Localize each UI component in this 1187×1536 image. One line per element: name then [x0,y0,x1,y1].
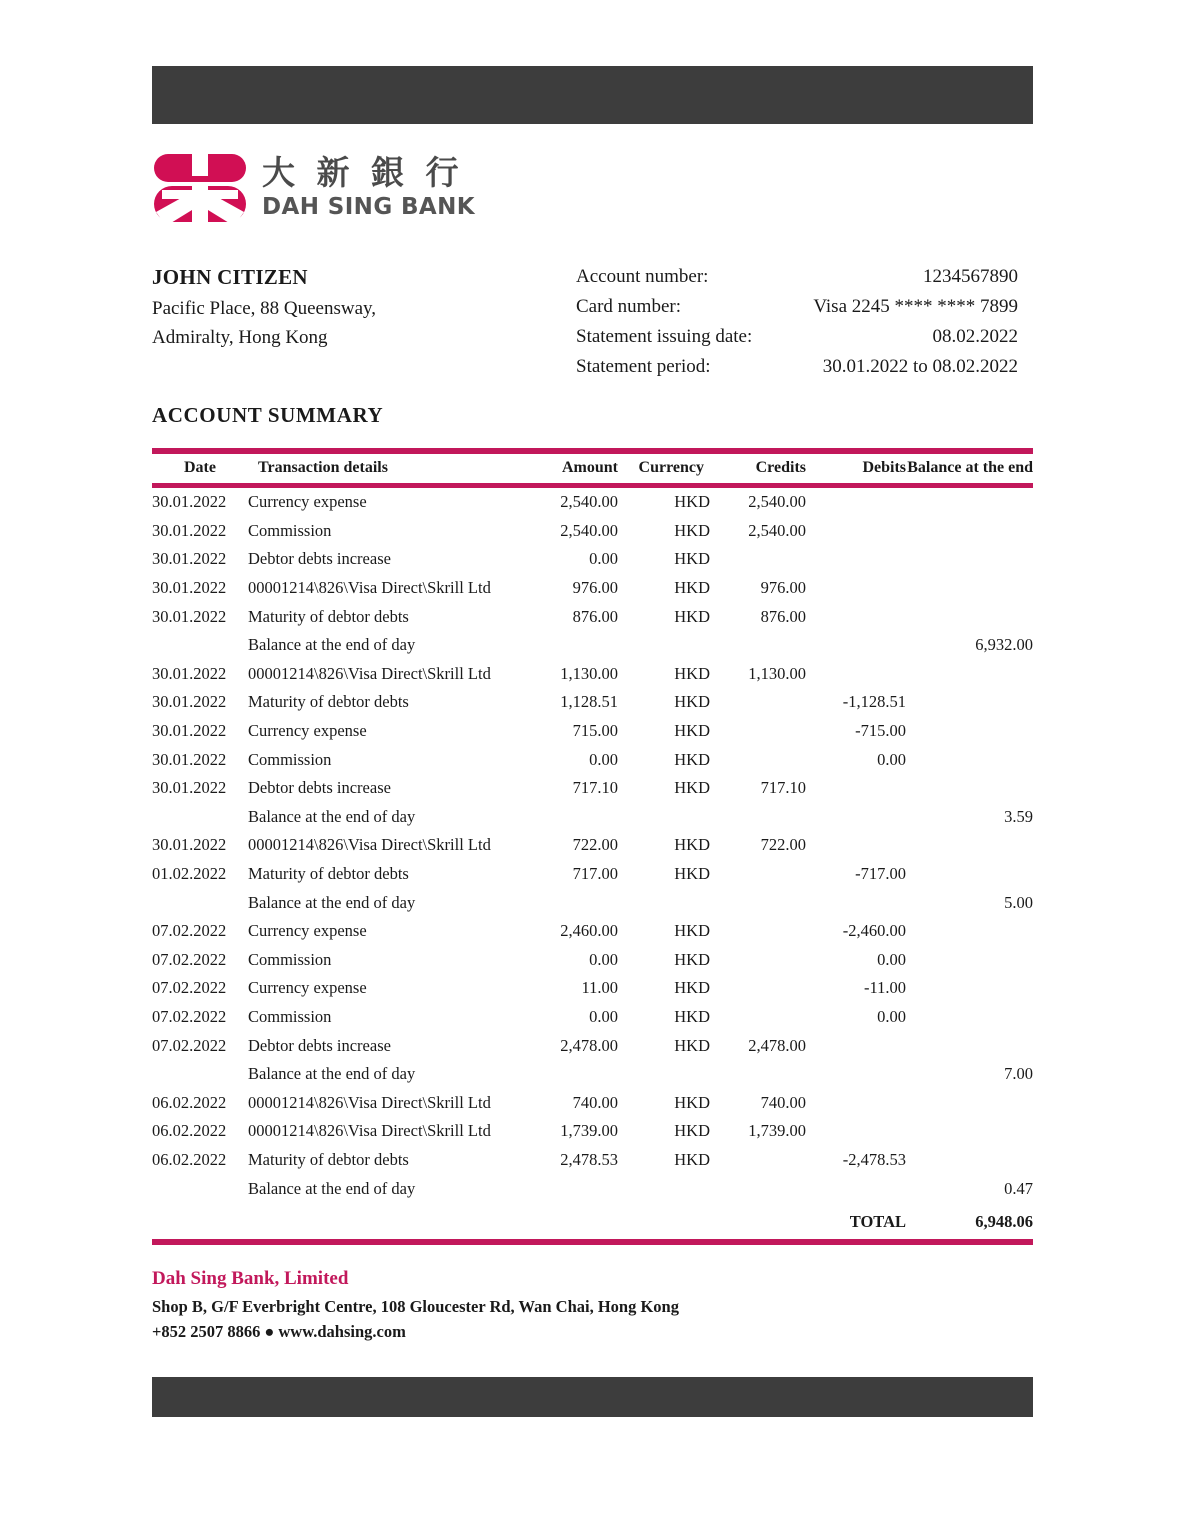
table-row [152,545,1033,574]
table-row [152,1146,1033,1175]
cell-amount: 11.00 [581,978,618,998]
cell-details: Commission [248,949,332,969]
cell-debits [806,1174,906,1203]
card-number-row [576,296,1018,318]
total-spacer-2 [248,1203,510,1239]
header-date: Date [184,459,216,476]
cell-details: 00001214\826\Visa Direct\Skrill Ltd [248,663,491,683]
cell-date: 07.02.2022 [152,978,227,998]
table-row [152,1117,1033,1146]
total-spacer-4 [618,1203,710,1239]
cell-debits [806,602,906,631]
cell-amount [510,888,618,917]
cell-currency [618,1060,710,1089]
cell-balance [906,917,1033,946]
cell-credits: 722.00 [760,835,806,855]
cell-currency: HKD [674,578,710,598]
cell-credits: 876.00 [760,606,806,626]
cell-details: Maturity of debtor debts [248,864,409,884]
cell-amount: 2,540.00 [560,492,618,512]
account-number-value: 1234567890 [923,266,1018,287]
total-spacer-3 [510,1203,618,1239]
cell-debits: -715.00 [855,721,906,741]
cell-debits [806,545,906,574]
cell-credits [710,1146,806,1175]
account-number-row [576,266,1018,288]
footer-website[interactable]: www.dahsing.com [278,1322,406,1341]
cell-details: 00001214\826\Visa Direct\Skrill Ltd [248,578,491,598]
daily-balance-row [152,888,1033,917]
header-amount: Amount [561,459,618,476]
cell-balance [906,717,1033,746]
cell-currency: HKD [674,663,710,683]
table-row [152,946,1033,975]
table-row [152,745,1033,774]
cell-currency: HKD [674,1121,710,1141]
cell-currency: HKD [674,1006,710,1026]
cell-amount: 722.00 [572,835,618,855]
cell-details: Balance at the end of day [248,1064,416,1084]
statement-period-label: Statement period: [576,356,711,377]
cell-debits [806,803,906,832]
cell-credits: 1,130.00 [748,663,806,683]
customer-address-line-1: Pacific Place, 88 Queensway, [152,298,377,319]
cell-balance: 6,932.00 [975,635,1033,655]
cell-debits [806,574,906,603]
cell-amount: 0.00 [589,749,618,769]
cell-balance [906,574,1033,603]
card-number-label: Card number: [576,296,682,317]
account-summary-heading: ACCOUNT SUMMARY [152,403,384,427]
cell-credits [710,974,806,1003]
cell-date [152,803,248,832]
cell-debits [806,1117,906,1146]
cell-debits [806,1060,906,1089]
cell-currency: HKD [674,492,710,512]
cell-debits [806,774,906,803]
table-row [152,717,1033,746]
statement-period-value: 30.01.2022 to 08.02.2022 [822,356,1018,377]
footer-company-name: Dah Sing Bank, Limited [152,1268,349,1289]
cell-amount: 876.00 [572,606,618,626]
cell-date: 30.01.2022 [152,778,227,798]
cell-amount: 2,478.53 [560,1149,618,1169]
cell-details: Currency expense [248,921,367,941]
cell-amount [510,1060,618,1089]
cell-details: Balance at the end of day [248,1178,416,1198]
cell-date: 06.02.2022 [152,1092,227,1112]
cell-date: 07.02.2022 [152,1006,227,1026]
cell-amount: 740.00 [572,1092,618,1112]
cell-currency: HKD [674,1149,710,1169]
header-balance: Balance at the end [907,459,1033,476]
cell-date [152,888,248,917]
total-row [152,1203,1033,1239]
table-row [152,488,1033,517]
cell-credits: 1,739.00 [748,1121,806,1141]
cell-date: 30.01.2022 [152,663,227,683]
cell-balance: 7.00 [1004,1064,1033,1084]
cell-details: Commission [248,520,332,540]
cell-date: 07.02.2022 [152,1035,227,1055]
cell-details: Maturity of debtor debts [248,1149,409,1169]
cell-balance [906,660,1033,689]
total-spacer-1 [152,1203,248,1239]
cell-date: 30.01.2022 [152,749,227,769]
cell-debits: -2,478.53 [842,1149,906,1169]
footer-block [152,1268,852,1347]
cell-balance [906,860,1033,889]
header-details: Transaction details [258,459,388,476]
cell-amount: 1,130.00 [560,663,618,683]
header-credits: Credits [755,459,806,476]
cell-currency: HKD [674,520,710,540]
cell-currency: HKD [674,1092,710,1112]
cell-balance [906,545,1033,574]
table-body [152,488,1033,1203]
cell-amount: 717.00 [572,864,618,884]
cell-currency: HKD [674,835,710,855]
cell-date: 30.01.2022 [152,835,227,855]
total-value: 6,948.06 [975,1211,1033,1231]
cell-amount: 0.00 [589,1006,618,1026]
table-row [152,860,1033,889]
daily-balance-row [152,631,1033,660]
table-row [152,660,1033,689]
cell-amount: 717.10 [572,778,618,798]
cell-credits: 2,478.00 [748,1035,806,1055]
cell-details: Currency expense [248,492,367,512]
cell-credits: 740.00 [760,1092,806,1112]
table-bottom-rule [152,1239,1033,1245]
cell-balance [906,688,1033,717]
bank-logo [152,152,475,224]
cell-currency [618,1174,710,1203]
cell-currency: HKD [674,921,710,941]
cell-amount: 976.00 [572,578,618,598]
table-foot [152,1203,1033,1239]
statement-period-row [576,356,1018,378]
cell-credits [710,745,806,774]
cell-date [152,631,248,660]
cell-balance [906,774,1033,803]
cell-details: Balance at the end of day [248,892,416,912]
table-head [152,454,1033,483]
cell-debits [806,488,906,517]
cell-date: 30.01.2022 [152,549,227,569]
cell-debits [806,1031,906,1060]
cell-currency: HKD [674,721,710,741]
bottom-decorative-band [152,1377,1033,1417]
cell-currency: HKD [674,778,710,798]
cell-date: 30.01.2022 [152,721,227,741]
table-header-row [152,454,1033,483]
customer-details [152,265,552,356]
cell-date: 06.02.2022 [152,1121,227,1141]
cell-details: 00001214\826\Visa Direct\Skrill Ltd [248,1092,491,1112]
cell-currency: HKD [674,949,710,969]
issuing-date-value: 08.02.2022 [932,326,1018,347]
daily-balance-row [152,1060,1033,1089]
logo-english-name: DAH SING BANK [262,194,476,221]
cell-details: Commission [248,1006,332,1026]
cell-balance [906,602,1033,631]
table-row [152,688,1033,717]
cell-currency: HKD [674,1035,710,1055]
account-number-label: Account number: [576,266,709,287]
cell-date: 07.02.2022 [152,949,227,969]
cell-debits: 0.00 [877,1006,906,1026]
cell-currency: HKD [674,749,710,769]
cell-details: 00001214\826\Visa Direct\Skrill Ltd [248,1121,491,1141]
cell-balance [906,517,1033,546]
daily-balance-row [152,1174,1033,1203]
cell-amount [510,1174,618,1203]
cell-currency [618,803,710,832]
footer-contact [152,1322,852,1342]
cell-amount: 0.00 [589,549,618,569]
logo-chinese-name: 大 新 銀 行 [262,153,464,193]
cell-amount: 2,478.00 [560,1035,618,1055]
cell-details: Currency expense [248,721,367,741]
cell-date: 30.01.2022 [152,692,227,712]
footer-address: Shop B, G/F Everbright Centre, 108 Gloucester Rd, Wan Chai, Hong Kong [152,1297,679,1316]
cell-credits [710,1060,806,1089]
cell-details: Balance at the end of day [248,635,416,655]
table-row [152,574,1033,603]
footer-separator-icon: ● [264,1322,275,1341]
cell-details: Balance at the end of day [248,806,416,826]
card-number-value: Visa 2245 **** **** 7899 [813,296,1018,317]
header-debits: Debits [862,459,906,476]
cell-currency [618,888,710,917]
cell-credits [710,888,806,917]
table-row [152,1003,1033,1032]
cell-balance [906,488,1033,517]
table-row [152,602,1033,631]
cell-details: Debtor debts increase [248,778,391,798]
cell-credits [710,688,806,717]
cell-details: Debtor debts increase [248,549,391,569]
cell-date: 07.02.2022 [152,921,227,941]
daily-balance-row [152,803,1033,832]
cell-currency: HKD [674,606,710,626]
logo-text-block [262,155,475,220]
issuing-date-label: Statement issuing date: [576,326,753,347]
customer-address-line-2: Admiralty, Hong Kong [152,327,328,348]
cell-credits: 2,540.00 [748,520,806,540]
cell-amount [510,631,618,660]
cell-amount [510,803,618,832]
footer-phone: +852 2507 8866 [152,1322,261,1341]
cell-credits [710,1174,806,1203]
cell-details: 00001214\826\Visa Direct\Skrill Ltd [248,835,491,855]
table-row [152,1088,1033,1117]
cell-currency: HKD [674,978,710,998]
cell-credits: 2,540.00 [748,492,806,512]
cell-debits: -1,128.51 [842,692,906,712]
cell-debits [806,831,906,860]
table-row [152,774,1033,803]
cell-debits: 0.00 [877,749,906,769]
cell-date: 01.02.2022 [152,864,227,884]
top-decorative-band [152,66,1033,124]
cell-balance [906,974,1033,1003]
table-row [152,517,1033,546]
cell-amount: 2,540.00 [560,520,618,540]
cell-amount: 2,460.00 [560,921,618,941]
transactions-table-wrapper [152,448,1033,1245]
cell-details: Maturity of debtor debts [248,692,409,712]
cell-date: 30.01.2022 [152,520,227,540]
total-label: TOTAL [849,1211,906,1231]
cell-balance [906,1088,1033,1117]
cell-credits [710,631,806,660]
cell-credits: 717.10 [760,778,806,798]
cell-balance [906,1117,1033,1146]
cell-credits [710,946,806,975]
cell-debits: -2,460.00 [842,921,906,941]
header-currency: Currency [638,459,704,476]
cell-amount: 1,128.51 [560,692,618,712]
cell-balance [906,946,1033,975]
cell-amount: 0.00 [589,949,618,969]
cell-debits: -717.00 [855,864,906,884]
cell-currency [618,631,710,660]
cell-balance: 0.47 [1004,1178,1033,1198]
cell-date: 30.01.2022 [152,578,227,598]
dah-sing-logo-icon [152,152,248,224]
cell-amount: 715.00 [572,721,618,741]
customer-name: JOHN CITIZEN [152,265,308,289]
cell-details: Currency expense [248,978,367,998]
cell-debits: 0.00 [877,949,906,969]
issuing-date-row [576,326,1018,348]
table-row [152,1031,1033,1060]
cell-date: 06.02.2022 [152,1149,227,1169]
cell-credits [710,717,806,746]
cell-currency: HKD [674,549,710,569]
cell-currency: HKD [674,864,710,884]
cell-debits [806,888,906,917]
cell-balance [906,1031,1033,1060]
cell-date [152,1174,248,1203]
cell-debits: -11.00 [863,978,906,998]
cell-balance [906,1146,1033,1175]
cell-details: Maturity of debtor debts [248,606,409,626]
cell-balance [906,1003,1033,1032]
cell-balance: 3.59 [1004,806,1033,826]
cell-credits [710,545,806,574]
account-details [576,266,1018,386]
cell-debits [806,517,906,546]
cell-balance: 5.00 [1004,892,1033,912]
cell-credits: 976.00 [760,578,806,598]
cell-date: 30.01.2022 [152,492,227,512]
cell-credits [710,917,806,946]
transactions-body-table [152,488,1033,1239]
cell-credits [710,860,806,889]
cell-debits [806,660,906,689]
cell-debits [806,631,906,660]
table-row [152,917,1033,946]
cell-details: Commission [248,749,332,769]
total-spacer-5 [710,1203,806,1239]
cell-balance [906,745,1033,774]
cell-credits [710,1003,806,1032]
cell-details: Debtor debts increase [248,1035,391,1055]
cell-balance [906,831,1033,860]
cell-date: 30.01.2022 [152,606,227,626]
cell-currency: HKD [674,692,710,712]
table-row [152,974,1033,1003]
cell-debits [806,1088,906,1117]
cell-date [152,1060,248,1089]
table-row [152,831,1033,860]
transactions-table [152,454,1033,483]
cell-credits [710,803,806,832]
cell-amount: 1,739.00 [560,1121,618,1141]
